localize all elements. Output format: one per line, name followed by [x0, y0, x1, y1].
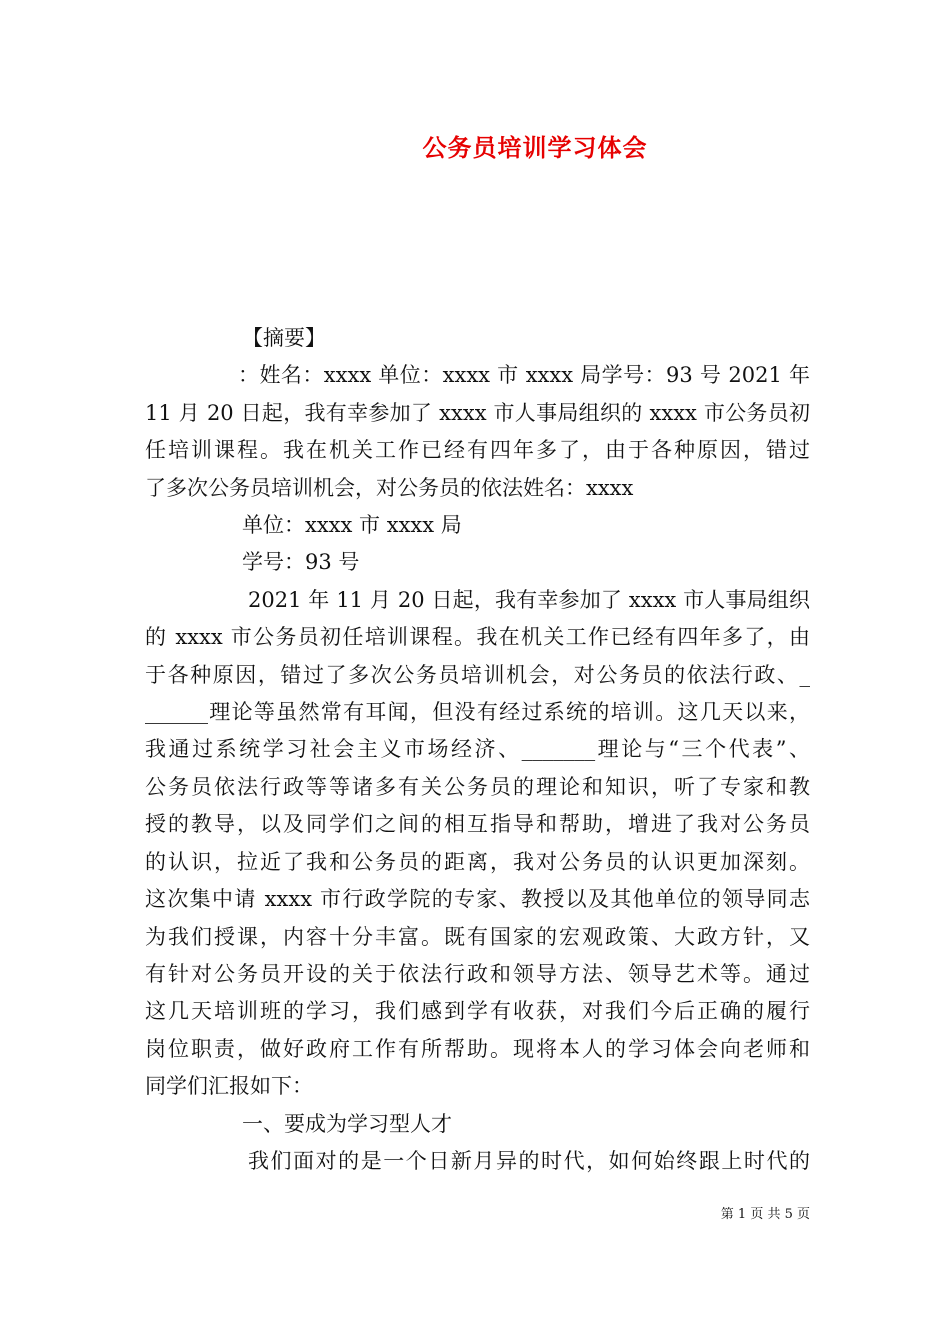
paragraph-line: 岗位职责，做好政府工作有所帮助。现将本人的学习体会向老师和 — [145, 1036, 810, 1061]
paragraph-line: 我通过系统学习社会主义市场经济、_______理论与“三个代表”、 — [145, 737, 810, 762]
paragraph-line: 同学们汇报如下： — [145, 1074, 313, 1099]
paragraph-line: 为我们授课，内容十分丰富。既有国家的宏观政策、大政方针，又 — [145, 924, 810, 949]
paragraph-line: 这几天培训班的学习，我们感到学有收获，对我们今后正确的履行 — [145, 999, 810, 1024]
paragraph-line: 我们面对的是一个日新月异的时代，如何始终跟上时代的 — [248, 1148, 810, 1173]
paragraph-line: 有针对公务员开设的关于依法行政和领导方法、领导艺术等。通过 — [145, 961, 810, 986]
paragraph-line: 公务员依法行政等等诸多有关公务员的理论和知识，听了专家和教 — [145, 774, 810, 799]
paragraph-line: 的 xxxx 市公务员初任培训课程。我在机关工作已经有四年多了，由 — [145, 625, 810, 650]
abstract-label: 【摘要】 — [242, 326, 326, 350]
unit-line: 单位：xxxx 市 xxxx 局 — [242, 513, 462, 538]
paragraph-line: ______理论等虽然常有耳闻，但没有经过系统的培训。这几天以来， — [145, 700, 810, 725]
abstract-line: 了多次公务员培训机会，对公务员的依法姓名：xxxx — [145, 475, 634, 500]
abstract-line: 11 月 20 日起，我有幸参加了 xxxx 市人事局组织的 xxxx 市公务员初 — [145, 400, 810, 425]
paragraph-line: 这次集中请 xxxx 市行政学院的专家、教授以及其他单位的领导同志 — [145, 887, 810, 912]
paragraph-line: 授的教导，以及同学们之间的相互指导和帮助，增进了我对公务员 — [145, 812, 810, 837]
abstract-line: 任培训课程。我在机关工作已经有四年多了，由于各种原因，错过 — [145, 438, 810, 463]
document-title: 公务员培训学习体会 — [422, 133, 648, 162]
paragraph-line: 的认识，拉近了我和公务员的距离，我对公务员的认识更加深刻。 — [145, 849, 810, 874]
paragraph-line: 于各种原因，错过了多次公务员培训机会，对公务员的依法行政、_ — [145, 662, 810, 687]
student-number-line: 学号：93 号 — [242, 550, 360, 575]
section-heading: 一、要成为学习型人才 — [242, 1111, 452, 1136]
paragraph-line: 2021 年 11 月 20 日起，我有幸参加了 xxxx 市人事局组织 — [248, 587, 810, 612]
abstract-line: ：姓名：xxxx 单位：xxxx 市 xxxx 局学号：93 号 2021 年 — [238, 363, 810, 388]
page-number: 第 1 页 共 5 页 — [720, 1207, 810, 1222]
document-body — [145, 320, 810, 1180]
